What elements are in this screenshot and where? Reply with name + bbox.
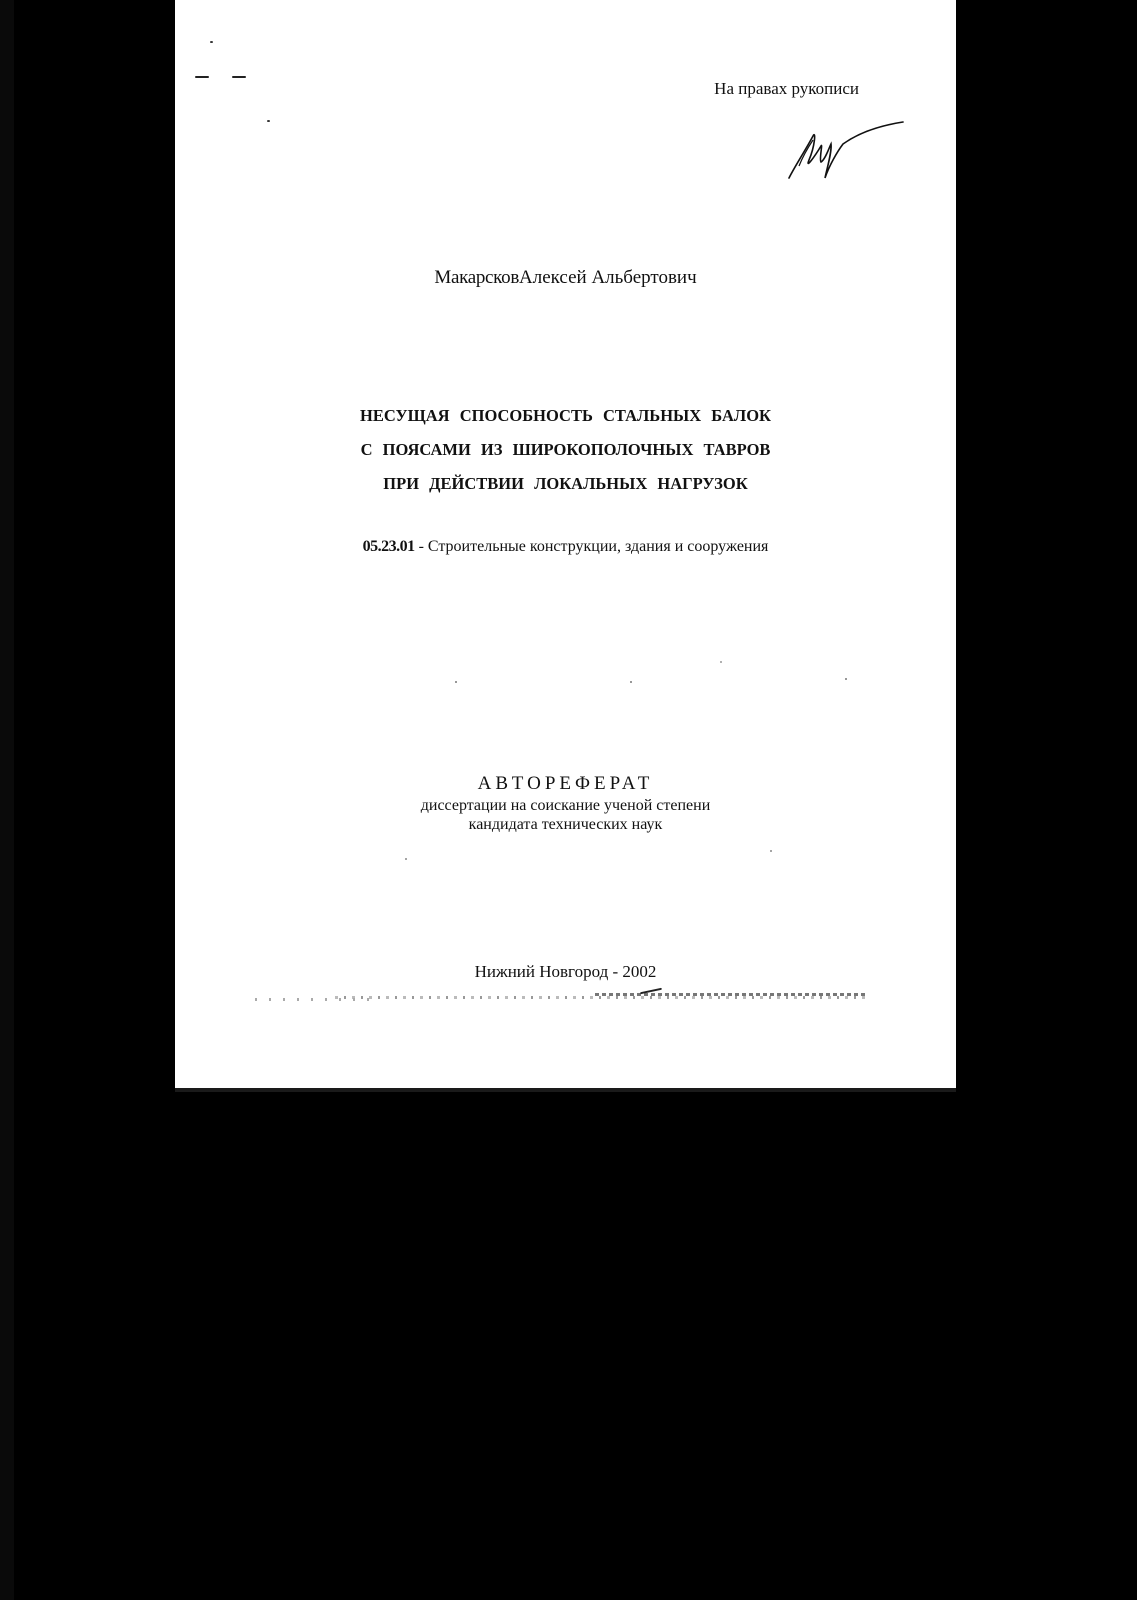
scan-speck xyxy=(195,76,209,78)
sheet-bottom-edge xyxy=(175,1088,956,1092)
specialty-description: - Строительные конструкции, здания и сооружения xyxy=(414,538,769,555)
scan-speck xyxy=(770,850,772,852)
handwritten-signature-icon xyxy=(785,116,910,186)
specialty-line xyxy=(175,538,956,556)
dissertation-title xyxy=(175,399,956,501)
scan-speck xyxy=(455,681,457,683)
title-line-3: ПРИ ДЕЙСТВИИ ЛОКАЛЬНЫХ НАГРУЗОК xyxy=(383,474,748,493)
author-name xyxy=(175,267,956,289)
abstract-heading: АВТОРЕФЕРАТ xyxy=(477,773,654,794)
abstract-line-2: кандидата технических наук xyxy=(468,816,663,833)
scan-noise xyxy=(335,996,865,999)
scan-speck xyxy=(630,681,632,683)
specialty-code: 05.23.01 xyxy=(362,538,415,555)
scan-speck xyxy=(232,76,246,78)
title-line-1: НЕСУЩАЯ СПОСОБНОСТЬ СТАЛЬНЫХ БАЛОК xyxy=(360,406,771,425)
abstract-line-1: диссертации на соискание ученой степени xyxy=(420,797,711,814)
title-page-sheet xyxy=(175,0,956,1090)
scan-speck xyxy=(267,120,270,122)
scan-speck xyxy=(845,678,847,680)
author-surname: Макарсков xyxy=(434,267,520,288)
scan-speck xyxy=(720,661,722,663)
scan-left-edge xyxy=(0,0,14,1600)
author-given-names: Алексей Альбертович xyxy=(519,267,697,288)
scan-noise xyxy=(595,993,865,996)
title-line-2: С ПОЯСАМИ ИЗ ШИРОКОПОЛОЧНЫХ ТАВРОВ xyxy=(360,440,771,459)
scan-speck xyxy=(405,858,407,860)
city-year: Нижний Новгород - 2002 xyxy=(474,962,657,981)
rights-note: На правах рукописи xyxy=(714,79,859,98)
scan-noise xyxy=(255,998,375,1001)
scan-speck xyxy=(210,41,213,43)
abstract-block xyxy=(175,772,956,834)
